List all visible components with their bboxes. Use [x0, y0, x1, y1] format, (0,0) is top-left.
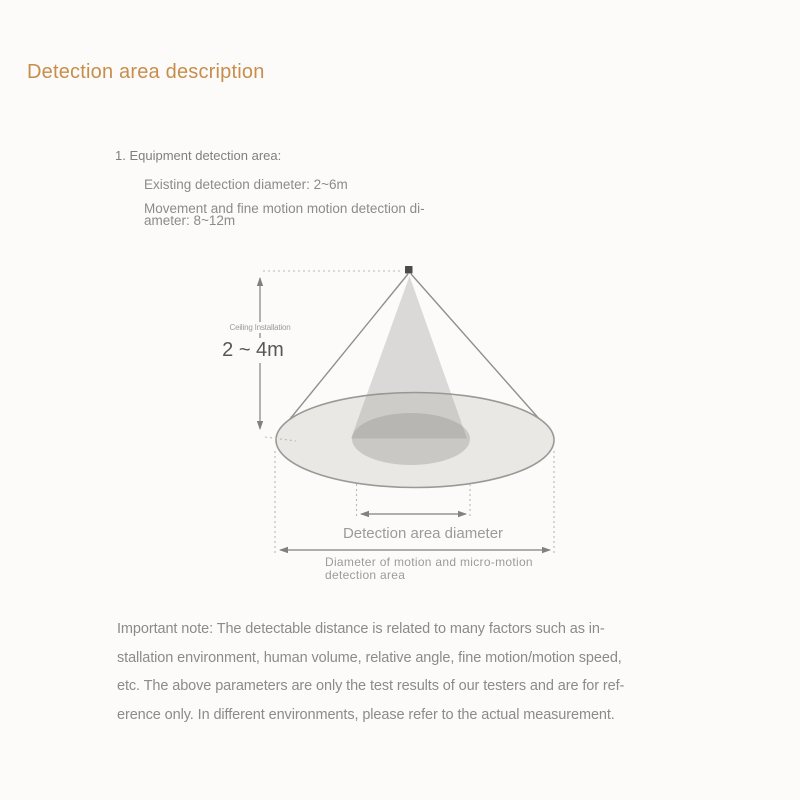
- existing-detection-diameter-text: Existing detection diameter: 2~6m: [144, 177, 348, 192]
- important-note-line-4: erence only. In different environments, please refer to the actual measurement.: [117, 706, 615, 723]
- sensor-icon: [405, 266, 413, 274]
- page-title: Detection area description: [27, 61, 265, 83]
- important-note-line-2: stallation environment, human volume, relative angle, fine motion/motion speed,: [117, 649, 622, 666]
- motion-diameter-label-line-2: detection area: [325, 568, 406, 582]
- detection-area-diameter-label: Detection area diameter: [342, 525, 504, 542]
- important-note: [117, 615, 697, 729]
- movement-detection-line-1: Movement and fine motion motion detection di-: [144, 201, 425, 216]
- motion-diameter-label: [325, 556, 533, 582]
- equipment-detection-area-heading: 1. Equipment detection area:: [115, 148, 282, 163]
- movement-detection-line-2: ameter: 8~12m: [144, 213, 236, 229]
- important-note-line-1: Important note: The detectable distance is related to many factors such as in-: [117, 621, 605, 637]
- important-note-line-3: etc. The above parameters are only the test results of our testers and are for ref-: [117, 678, 625, 695]
- detection-beam: [351, 276, 467, 439]
- ceiling-installation-label: Ceiling Installation: [221, 322, 299, 333]
- ceiling-height-value: 2 ~ 4m: [222, 339, 284, 361]
- motion-diameter-label-line-1: Diameter of motion and micro-motion: [325, 555, 533, 569]
